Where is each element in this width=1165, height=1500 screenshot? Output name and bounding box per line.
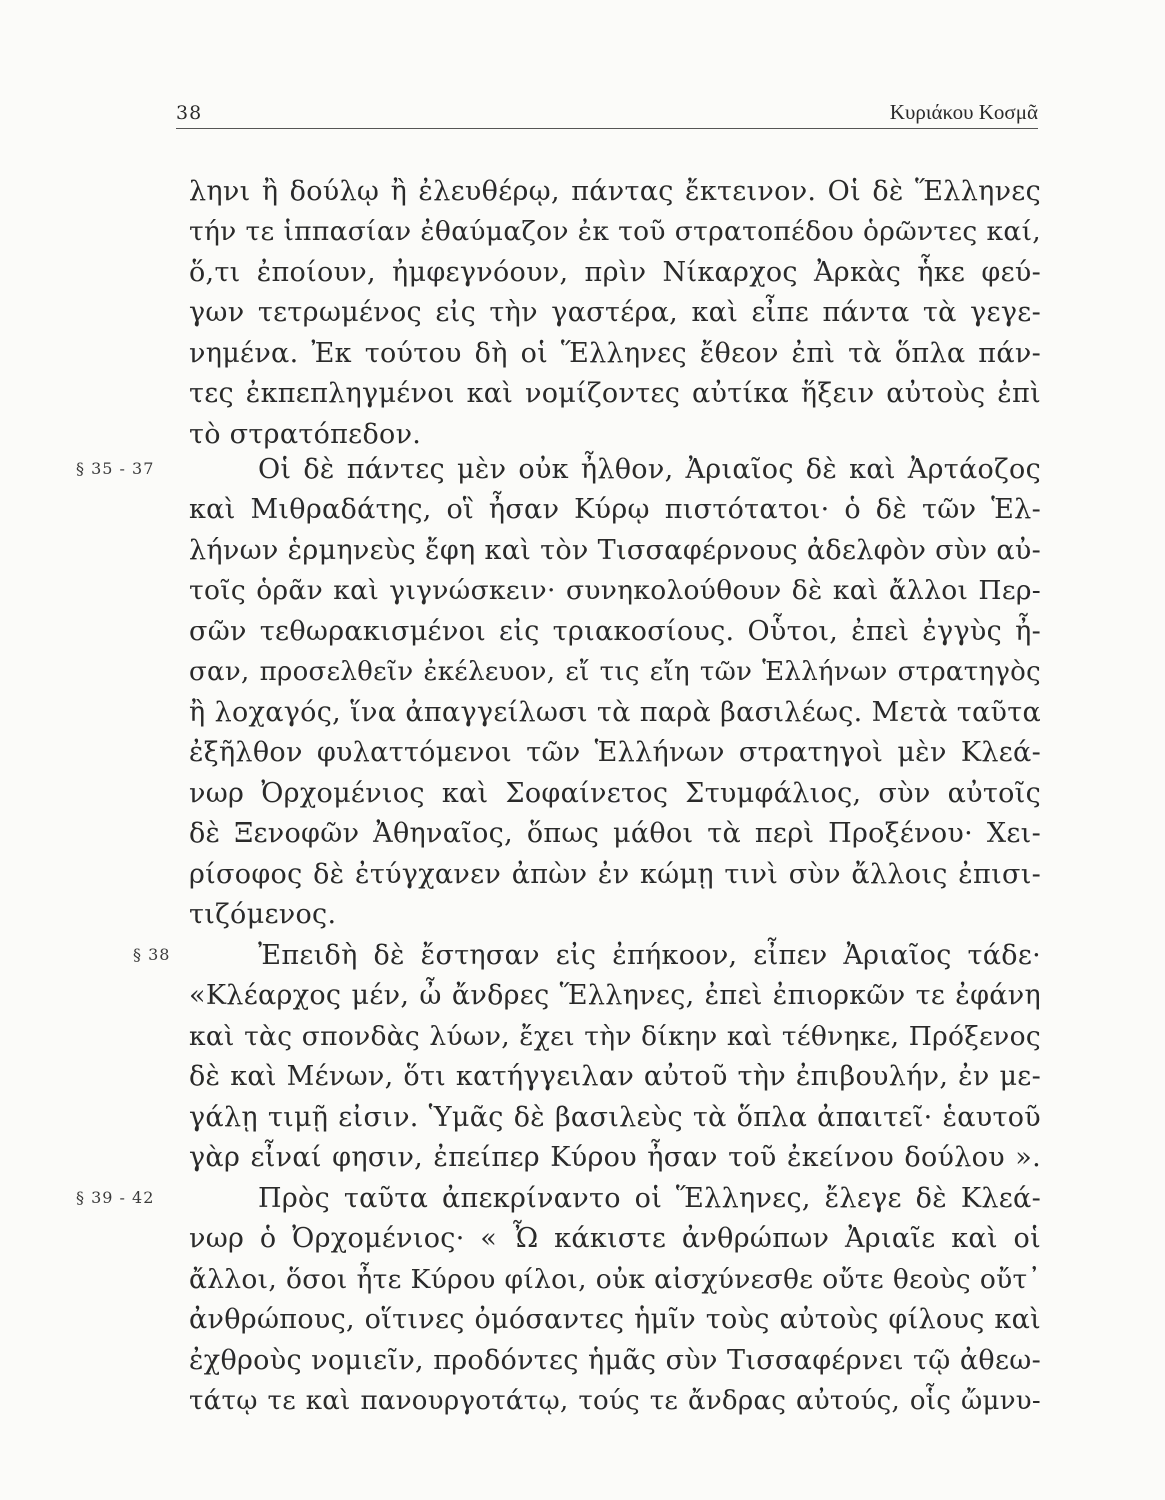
text-line: Πρὸς ταῦτα ἀπεκρίναντο οἱ Ἕλληνες, ἔλεγε δὲ Κλεά- — [258, 1183, 1041, 1214]
margin-ref-39-42: § 39 - 42 — [76, 1188, 155, 1207]
text-line: τήν τε ἱππασίαν ἐθαύμαζον ἐκ τοῦ στρατοπέδου ὁρῶντες καί, — [189, 216, 1041, 247]
margin-ref-35-37: § 35 - 37 — [76, 459, 155, 478]
running-head: Κυριάκου Κοσμᾶ — [889, 100, 1038, 124]
text-line: δὲ Ξενοφῶν Ἀθηναῖος, ὅπως μάθοι τὰ περὶ Προξένου· Χει- — [189, 818, 1041, 849]
text-line: σαν, προσελθεῖν ἐκέλευον, εἴ τις εἴη τῶν Ἑλλήνων στρατηγὸς — [189, 657, 1041, 687]
text-line: δὲ καὶ Μένων, ὅτι κατήγγειλαν αὐτοῦ τὴν ἐπιβουλήν, ἐν με- — [189, 1061, 1041, 1092]
text-line: γάλῃ τιμῇ εἰσιν. Ὑμᾶς δὲ βασιλεὺς τὰ ὅπλα ἀπαιτεῖ· ἑαυτοῦ — [189, 1102, 1041, 1133]
text-line: ἢ λοχαγός, ἵνα ἀπαγγείλωσι τὰ παρὰ βασιλέως. Μετὰ ταῦτα — [189, 697, 1041, 728]
page-header — [176, 96, 1038, 129]
margin-ref-38: § 38 — [133, 945, 171, 964]
text-line: ληνι ἢ δούλῳ ἢ ἐλευθέρῳ, πάντας ἔκτεινον. Οἱ δὲ Ἕλληνες — [189, 176, 1041, 207]
text-line: τες ἐκπεπληγμένοι καὶ νομίζοντες αὐτίκα ἥξειν αὐτοὺς ἐπὶ — [189, 378, 1041, 409]
text-line: ἐξῆλθον φυλαττόμενοι τῶν Ἑλλήνων στρατηγοὶ μὲν Κλεά- — [189, 737, 1041, 768]
text-line: τὸ στρατόπεδον. — [189, 419, 422, 450]
text-line: ὅ,τι ἐποίουν, ἠμφεγνόουν, πρὶν Νίκαρχος Ἀρκὰς ἧκε φεύ- — [189, 257, 1041, 288]
text-line: γων τετρωμένος εἰς τὴν γαστέρα, καὶ εἶπε πάντα τὰ γεγε- — [189, 297, 1041, 328]
text-line: ἐχθροὺς νομιεῖν, προδόντες ἡμᾶς σὺν Τισσαφέρνει τῷ ἀθεω- — [189, 1345, 1041, 1376]
text-line: ρίσοφος δὲ ἐτύγχανεν ἀπὼν ἐν κώμῃ τινὶ σὺν ἄλλοις ἐπισι- — [189, 859, 1041, 890]
text-line: Ἐπειδὴ δὲ ἔστησαν εἰς ἐπήκοον, εἶπεν Ἀριαῖος τάδε· — [258, 940, 1041, 971]
text-line: ἄλλοι, ὅσοι ἦτε Κύρου φίλοι, οὐκ αἰσχύνεσθε οὔτε θεοὺς οὔτ᾽ — [189, 1264, 1041, 1295]
text-line: τιζόμενος. — [189, 899, 337, 930]
text-line: καὶ Μιθραδάτης, οἳ ἦσαν Κύρῳ πιστότατοι· ὁ δὲ τῶν Ἑλ- — [189, 494, 1041, 525]
text-line: νημένα. Ἐκ τούτου δὴ οἱ Ἕλληνες ἔθεον ἐπὶ τὰ ὅπλα πάν- — [189, 338, 1041, 369]
text-line: καὶ τὰς σπονδὰς λύων, ἔχει τὴν δίκην καὶ τέθνηκε, Πρόξενος — [189, 1021, 1041, 1052]
text-line: τάτῳ τε καὶ πανουργοτάτῳ, τούς τε ἄνδρας αὐτούς, οἷς ὤμνυ- — [189, 1386, 1041, 1416]
text-line: σῶν τεθωρακισμένοι εἰς τριακοσίους. Οὗτοι, ἐπεὶ ἐγγὺς ἦ- — [189, 616, 1041, 647]
text-line: γὰρ εἶναί φησιν, ἐπείπερ Κύρου ἦσαν τοῦ ἐκείνου δούλου ». — [189, 1142, 1041, 1173]
text-line: ἀνθρώπους, οἵτινες ὀμόσαντες ἡμῖν τοὺς αὐτοὺς φίλους καὶ — [189, 1304, 1041, 1335]
page-number: 38 — [176, 102, 203, 124]
text-line: τοῖς ὁρᾶν καὶ γιγνώσκειν· συνηκολούθουν δὲ καὶ ἄλλοι Περ- — [189, 575, 1041, 606]
text-line: «Κλέαρχος μέν, ὦ ἄνδρες Ἕλληνες, ἐπεὶ ἐπιορκῶν τε ἐφάνη — [189, 980, 1041, 1011]
text-line: νωρ ὁ Ὀρχομένιος· « Ὦ κάκιστε ἀνθρώπων Ἀριαῖε καὶ οἱ — [189, 1223, 1041, 1254]
text-line: νωρ Ὀρχομένιος καὶ Σοφαίνετος Στυμφάλιος, σὺν αὐτοῖς — [189, 778, 1041, 809]
text-line: Οἱ δὲ πάντες μὲν οὐκ ἦλθον, Ἀριαῖος δὲ καὶ Ἀρτάοζος — [258, 454, 1041, 485]
text-line: λήνων ἑρμηνεὺς ἔφη καὶ τὸν Τισσαφέρνους ἀδελφὸν σὺν αὐ- — [189, 535, 1041, 566]
